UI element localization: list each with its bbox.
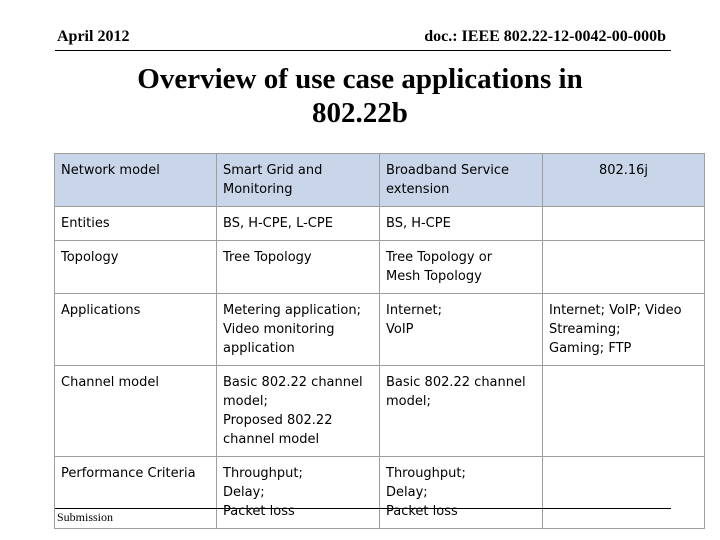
cell-line: Smart Grid and — [223, 163, 323, 178]
table-cell — [380, 457, 543, 529]
cell-line: Broadband Service — [386, 163, 510, 178]
cell-line: Video monitoring — [223, 322, 335, 337]
table-row-topology — [55, 241, 705, 294]
cell-line: Basic 802.22 channel — [223, 375, 363, 390]
header-doc-id: doc.: IEEE 802.22-12-0042-00-000b — [424, 28, 666, 45]
title-line-1: Overview of use case applications in — [137, 63, 583, 95]
table-row-entities — [55, 207, 705, 241]
row-label: Performance Criteria — [55, 457, 217, 529]
cell-line: Delay; — [223, 485, 265, 500]
table-cell — [543, 241, 705, 294]
cell-line: channel model — [223, 432, 320, 447]
footer-submission: Submission — [57, 510, 114, 524]
cell-line: Internet; VoIP; Video — [549, 303, 682, 318]
table-cell — [543, 207, 705, 241]
title-line-2: 802.22b — [312, 97, 408, 129]
header-cell-broadband — [380, 154, 543, 207]
table-cell: BS, H-CPE — [380, 207, 543, 241]
table-cell — [380, 294, 543, 366]
table-cell: Tree Topology — [217, 241, 380, 294]
row-label: Entities — [55, 207, 217, 241]
header-date: April 2012 — [57, 28, 130, 45]
slide-title — [0, 62, 720, 130]
header-cell-smart-grid — [217, 154, 380, 207]
cell-line: application — [223, 341, 295, 356]
header-divider — [55, 50, 671, 51]
cell-line: Streaming; — [549, 322, 621, 337]
cell-line: VoIP — [386, 322, 414, 337]
table-row-channel-model — [55, 366, 705, 457]
footer-divider — [55, 508, 671, 509]
table-cell: BS, H-CPE, L-CPE — [217, 207, 380, 241]
cell-line: Packet loss — [223, 504, 295, 519]
cell-line: extension — [386, 182, 450, 197]
row-label: Applications — [55, 294, 217, 366]
header-cell-80216j: 802.16j — [543, 154, 705, 207]
header-cell-network-model: Network model — [55, 154, 217, 207]
cell-line: Throughput; — [386, 466, 466, 481]
cell-line: Tree Topology or — [386, 250, 493, 265]
table-row-applications — [55, 294, 705, 366]
table-cell — [543, 294, 705, 366]
cell-line: Delay; — [386, 485, 428, 500]
cell-line: Gaming; FTP — [549, 341, 632, 356]
cell-line: Proposed 802.22 — [223, 413, 333, 428]
cell-line: Metering application; — [223, 303, 361, 318]
table-cell — [380, 366, 543, 457]
table-header-row — [55, 154, 705, 207]
cell-line: Monitoring — [223, 182, 293, 197]
table-cell — [380, 241, 543, 294]
table-cell — [217, 294, 380, 366]
table-cell — [217, 457, 380, 529]
cell-line: model; — [386, 394, 431, 409]
table-row-performance — [55, 457, 705, 529]
cell-line: model; — [223, 394, 268, 409]
cell-line: Throughput; — [223, 466, 303, 481]
row-label: Channel model — [55, 366, 217, 457]
table-cell — [217, 366, 380, 457]
use-case-table — [54, 153, 705, 529]
row-label: Topology — [55, 241, 217, 294]
cell-line: Internet; — [386, 303, 442, 318]
cell-line: Mesh Topology — [386, 269, 482, 284]
cell-line: Packet loss — [386, 504, 458, 519]
table-cell — [543, 366, 705, 457]
cell-line: Basic 802.22 channel — [386, 375, 526, 390]
table-cell — [543, 457, 705, 529]
